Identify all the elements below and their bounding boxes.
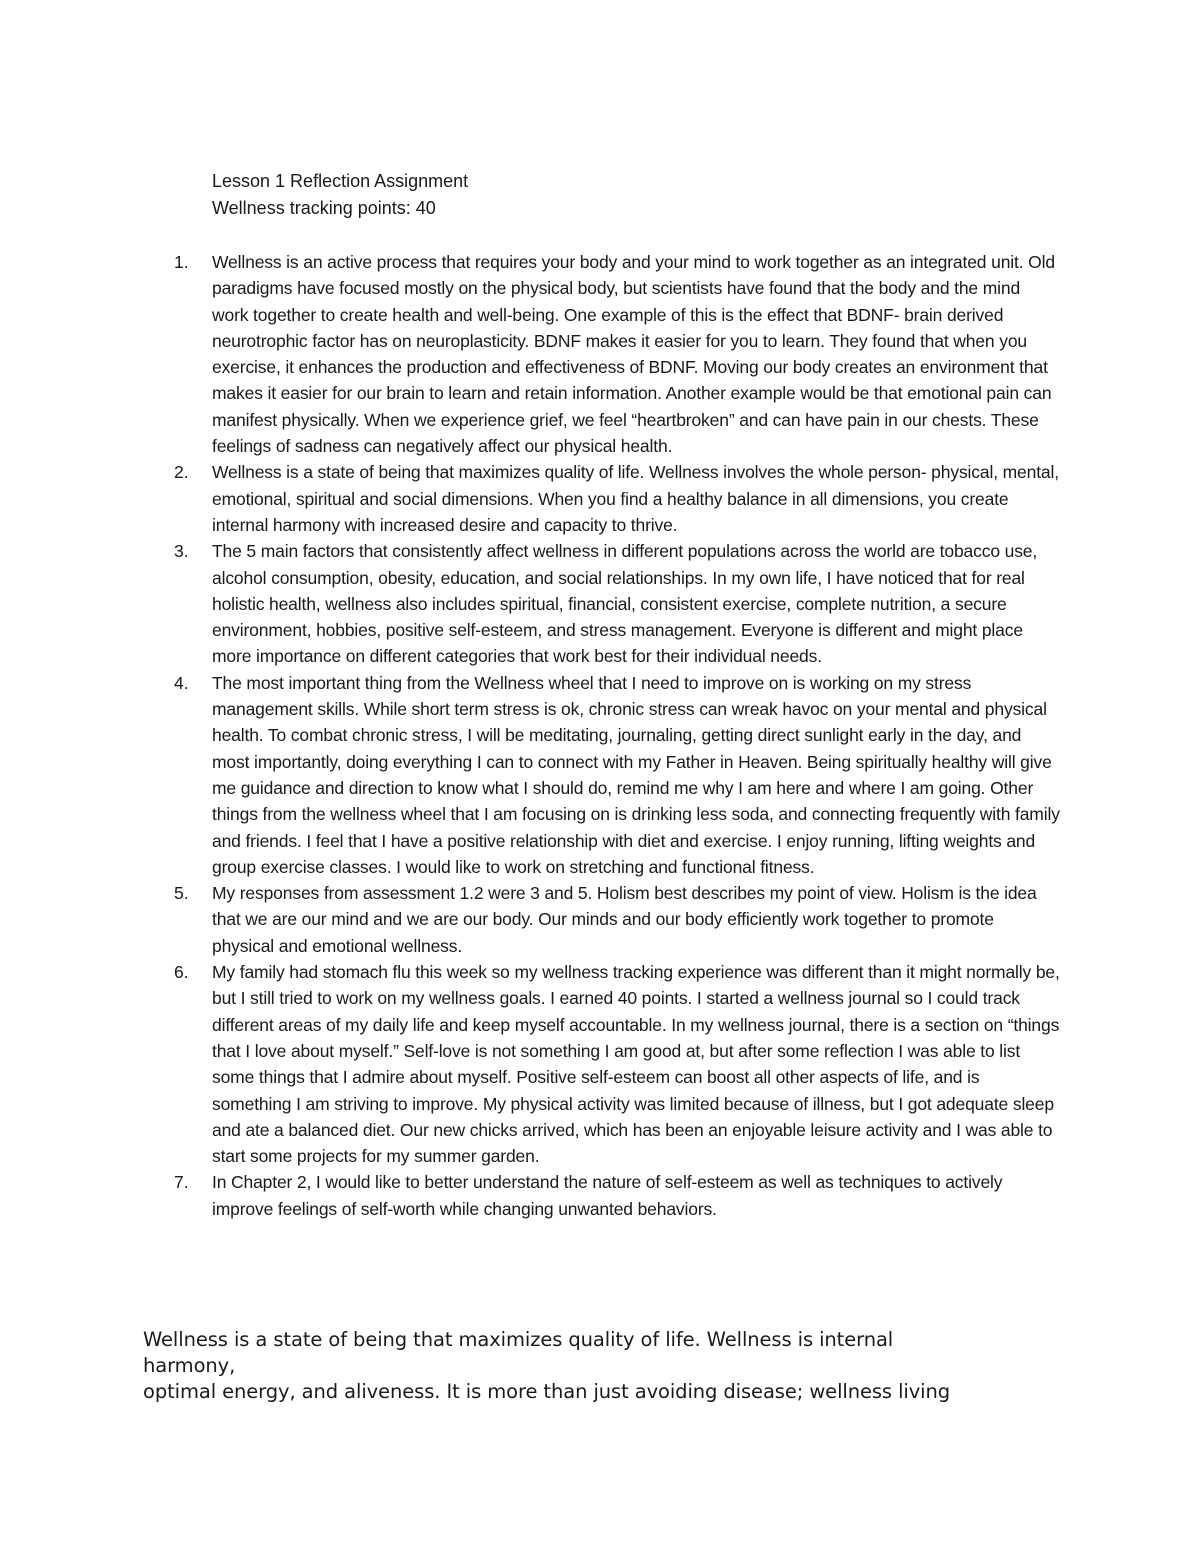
list-item — [160, 249, 1060, 459]
item-text: The 5 main factors that consistently affect wellness in different populations across the world are tobacco use, alcohol consumption, obesity, education, and social relationships. In my own life, I have noticed that for real holistic health, wellness also includes spiritual, financial, consistent exercise, complete nutrition, a secure environment, hobbies, positive self-esteem, and stress management. Everyone is different and might place more importance on different categories that work best for their individual needs. — [212, 541, 1038, 667]
item-text: Wellness is a state of being that maximizes quality of life. Wellness involves the whole person- physical, mental, emotional, spiritual and social dimensions. When you find a healthy balance in all dimensions, you create internal harmony with increased desire and capacity to thrive. — [212, 462, 1059, 535]
item-text: My responses from assessment 1.2 were 3 and 5. Holism best describes my point of view. Holism is the idea that we are our mind and we are our body. Our minds and our body efficiently work together to promote physical and emotional wellness. — [212, 883, 1037, 956]
document-header — [212, 168, 468, 222]
footer-line: optimal energy, and aliveness. It is more than just avoiding disease; wellness living — [143, 1380, 951, 1403]
item-text: Wellness is an active process that requires your body and your mind to work together as an integrated unit. Old paradigms have focused mostly on the physical body, but scientists have found that the body and the mind work together to create health and well-being. One example of this is the effect that BDNF- brain derived neurotrophic factor has on neuroplasticity. BDNF makes it easier for you to learn. They found that when you exercise, it enhances the production and effectiveness of BDNF. Moving our body creates an environment that makes it easier for our brain to learn and retain information. Another example would be that emotional pain can manifest physically. When we experience grief, we feel “heartbroken” and can have pain in our chests. These feelings of sadness can negatively affect our physical health. — [212, 252, 1055, 457]
item-text: The most important thing from the Wellness wheel that I need to improve on is working on my stress management skills. While short term stress is ok, chronic stress can wreak havoc on your mental and physical health. To combat chronic stress, I will be meditating, journaling, getting direct sunlight early in the day, and most importantly, doing everything I can to connect with my Father in Heaven. Being spiritually healthy will give me guidance and direction to know what I should do, remind me why I am here and where I am going. Other things from the wellness wheel that I am focusing on is drinking less soda, and connecting frequently with family and friends. I feel that I have a positive relationship with diet and exercise. I enjoy running, lifting weights and group exercise classes. I would like to work on stretching and functional fitness. — [212, 672, 1060, 877]
answer-list — [160, 249, 1060, 1222]
list-item — [160, 459, 1060, 538]
item-text: In Chapter 2, I would like to better understand the nature of self-esteem as well as techniques to actively improve feelings of self-worth while changing unwanted behaviors. — [212, 1172, 1003, 1219]
list-item — [160, 880, 1060, 959]
item-number: 1. — [174, 252, 189, 272]
item-number: 3. — [174, 541, 189, 562]
item-number: 7. — [174, 1172, 189, 1193]
list-item — [160, 538, 1060, 669]
footer-line: harmony, — [143, 1354, 236, 1377]
list-item — [160, 670, 1060, 880]
item-number: 6. — [174, 962, 189, 983]
list-item — [160, 1169, 1060, 1222]
footer-line: Wellness is a state of being that maximizes quality of life. Wellness is internal — [143, 1328, 894, 1351]
item-number: 5. — [174, 883, 189, 904]
assignment-title: Lesson 1 Reflection Assignment — [212, 171, 469, 191]
tracking-points: Wellness tracking points: 40 — [212, 198, 436, 218]
item-number: 4. — [174, 672, 189, 693]
footer-text — [143, 1327, 1123, 1405]
item-text: My family had stomach flu this week so my wellness tracking experience was different than it might normally be, but I still tried to work on my wellness goals. I earned 40 points. I started a wellness journal so I could track different areas of my daily life and keep myself accountable. In my wellness journal, there is a section on “things that I love about myself.” Self-love is not something I am good at, but after some reflection I was able to list some things that I admire about myself. Positive self-esteem can boost all other aspects of life, and is something I am striving to improve. My physical activity was limited because of illness, but I got adequate sleep and ate a balanced diet. Our new chicks arrived, which has been an enjoyable leisure activity and I was able to start some projects for my summer garden. — [212, 962, 1060, 1167]
item-number: 2. — [174, 462, 189, 483]
list-item — [160, 959, 1060, 1169]
